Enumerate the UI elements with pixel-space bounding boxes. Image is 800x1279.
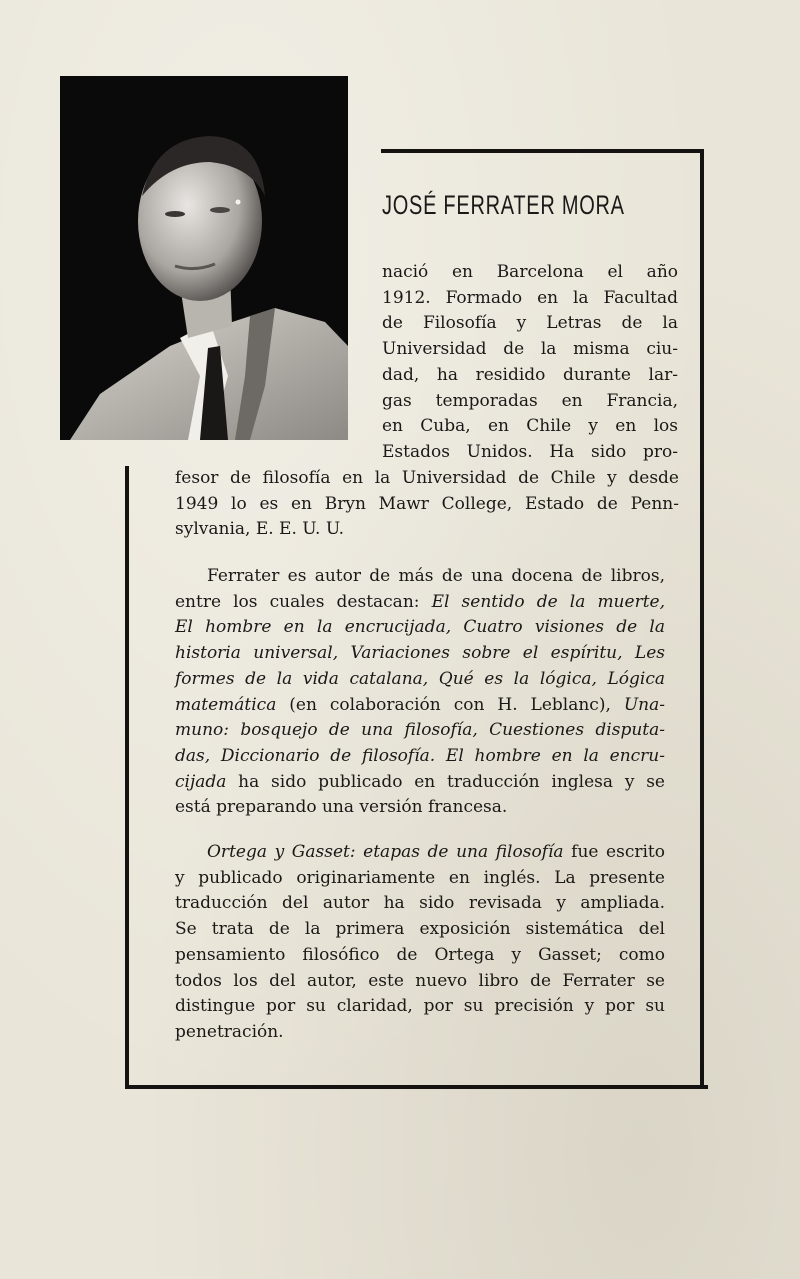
about-line: todos los del autor, este nuevo libro de Ferrater se (175, 970, 665, 991)
books-line: está preparando una versión francesa. (175, 797, 508, 818)
book-title: cijada (175, 771, 227, 792)
bio-paragraph-continued (175, 466, 679, 543)
bio-line: 1912. Formado en la Facultad (382, 287, 678, 308)
author-name-heading: JOSÉ FERRATER MORA (382, 190, 625, 220)
books-line: Ferrater es autor de más de una docena de libros, (207, 566, 665, 586)
books-line (175, 667, 665, 693)
frame-top-border (381, 149, 704, 153)
bio-line: sylvania, E. E. U. U. (175, 519, 345, 540)
frame-bottom-border (125, 1085, 708, 1089)
bio-line: nació en Barcelona el año (382, 262, 678, 282)
books-line (175, 641, 665, 667)
bio-line: Universidad de la misma ciu- (382, 339, 678, 360)
books-paragraph (175, 564, 665, 821)
book-title: El hombre en la encrucijada, Cuatro visiones de la (175, 617, 665, 638)
frame-right-border (700, 149, 704, 1089)
about-text: fue escrito (563, 842, 665, 862)
bio-line: dad, ha residido durante lar- (382, 364, 678, 385)
book-title: formes de la vida catalana, Qué es la lógica, Lógica (175, 668, 665, 689)
bio-line: fesor de filosofía en la Universidad de Chile y desde (175, 468, 679, 488)
books-line (175, 770, 665, 796)
book-title: Una- (623, 694, 665, 715)
books-line (175, 590, 665, 616)
books-line (175, 744, 665, 770)
book-title: matemática (175, 694, 277, 715)
book-title: El sentido de la muerte, (431, 591, 665, 612)
about-line: y publicado originariamente en inglés. La presente (175, 867, 665, 888)
about-line: Se trata de la primera exposición sistemática del (175, 919, 665, 940)
book-title: historia universal, Variaciones sobre el espíritu, Les (175, 643, 665, 664)
bio-line: en Cuba, en Chile y en los (382, 416, 678, 437)
about-line: distingue por su claridad, por su precisión y por su (175, 996, 665, 1017)
about-line (175, 840, 665, 866)
bio-line: 1949 lo es en Bryn Mawr College, Estado de Penn- (175, 493, 679, 514)
books-text: (en colaboración con H. Leblanc), (276, 694, 624, 715)
book-title: Ortega y Gasset: etapas de una filosofía (207, 842, 564, 862)
about-book-paragraph (175, 840, 665, 1046)
bio-line: gas temporadas en Francia, (382, 390, 678, 411)
bio-line: Estados Unidos. Ha sido pro- (382, 441, 678, 462)
about-line: traducción del autor ha sido revisada y ampliada. (175, 893, 665, 914)
about-line: penetración. (175, 1021, 284, 1042)
bio-line: de Filosofía y Letras de la (382, 313, 678, 334)
books-text: ha sido publicado en traducción inglesa y se (226, 771, 665, 792)
frame-left-border (125, 466, 129, 1089)
books-line (175, 615, 665, 641)
book-title: das, Diccionario de filosofía. El hombre en la encru- (175, 745, 665, 766)
book-title: muno: bosquejo de una filosofía, Cuestiones disputa- (175, 720, 665, 741)
books-line (175, 718, 665, 744)
author-portrait-photo (60, 76, 348, 440)
about-line: pensamiento filosófico de Ortega y Gasset; como (175, 944, 665, 965)
books-line (175, 693, 665, 719)
books-text: entre los cuales destacan: (175, 591, 432, 612)
bio-paragraph-beside-photo (382, 260, 678, 466)
